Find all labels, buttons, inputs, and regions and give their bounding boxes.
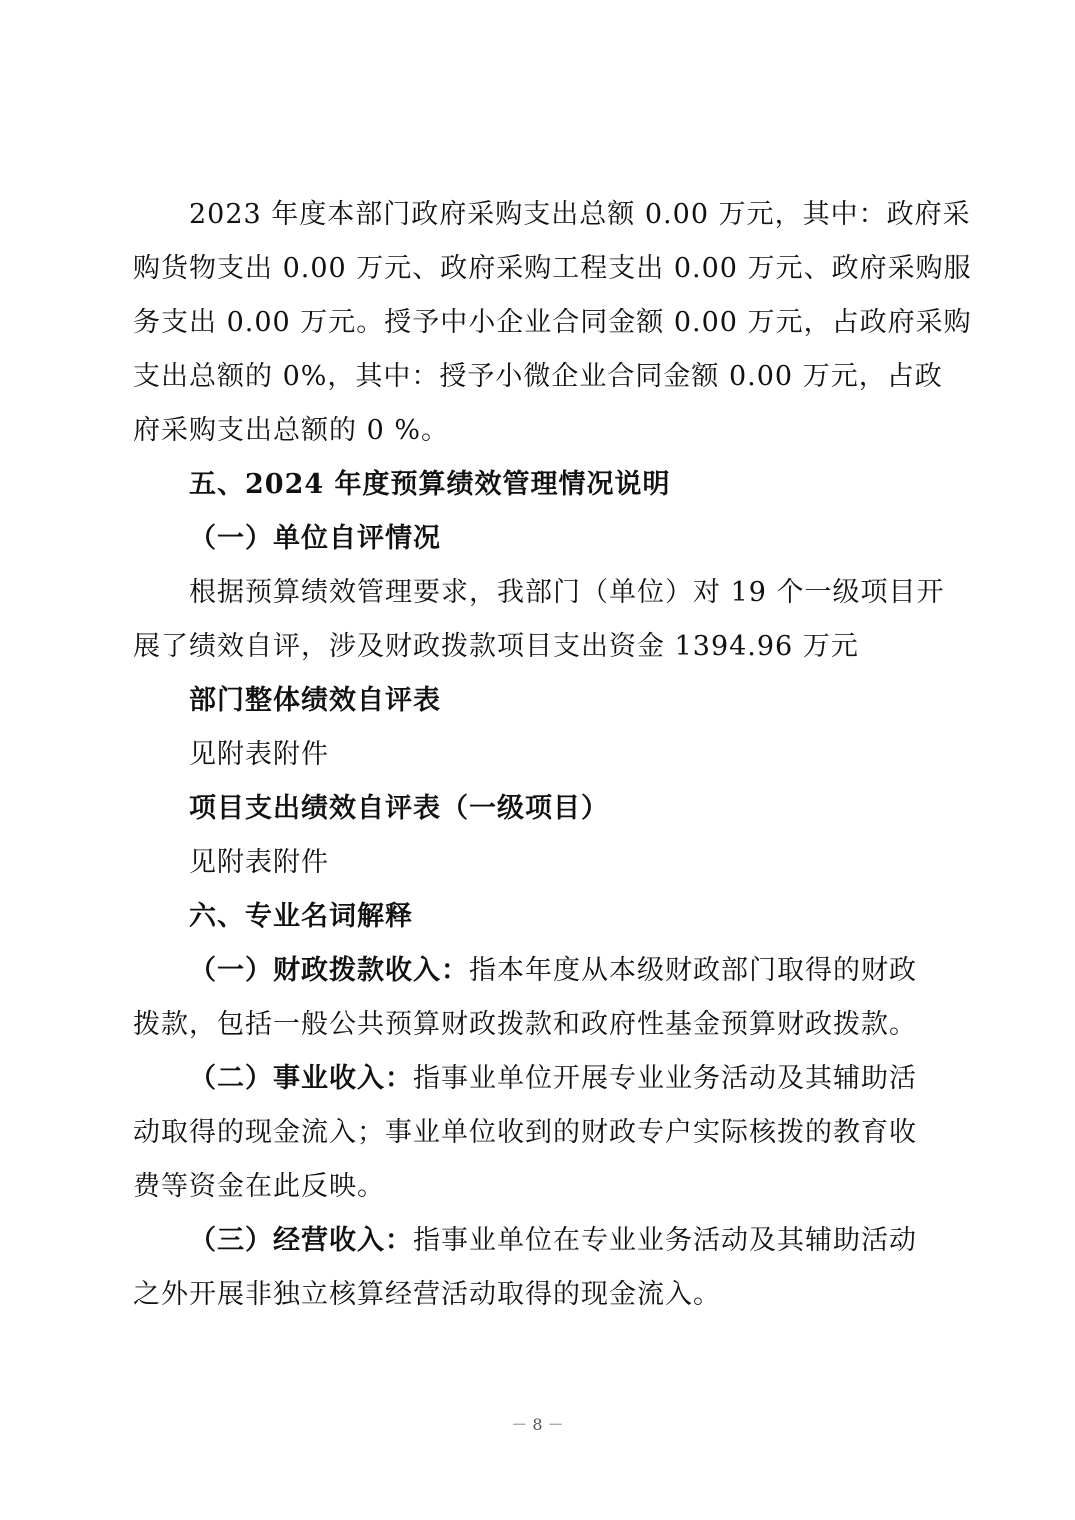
term-text: 指事业单位开展专业业务活动及其辅助活 (413, 1063, 917, 1094)
text-line: 务支出 0.00 万元。授予中小企业合同金额 0.00 万元，占政府采购 (133, 307, 972, 338)
section-heading: 五、2024 年度预算绩效管理情况说明 (189, 469, 671, 500)
project-table-heading: 项目支出绩效自评表（一级项目） (189, 793, 609, 824)
document-page (133, 188, 972, 1322)
text-line: 根据预算绩效管理要求，我部门（单位）对 19 个一级项目开 (189, 577, 945, 608)
term-label: （一）财政拨款收入： (189, 955, 469, 986)
text-line: 支出总额的 0%，其中：授予小微企业合同金额 0.00 万元，占政 (133, 361, 943, 392)
term-text: 指本年度从本级财政部门取得的财政 (469, 955, 917, 986)
term-definition (133, 1214, 945, 1322)
term-definition (133, 944, 945, 1052)
term-label: （三）经营收入： (189, 1225, 413, 1256)
dept-table-note: 见附表附件 (189, 739, 329, 770)
text-line: 2023 年度本部门政府采购支出总额 0.00 万元，其中：政府采 (189, 199, 971, 230)
self-evaluation-paragraph (133, 566, 945, 674)
procurement-paragraph (133, 188, 972, 458)
subsection-heading: （一）单位自评情况 (189, 523, 441, 554)
term-text: 指事业单位在专业业务活动及其辅助活动 (413, 1225, 917, 1256)
section-heading: 六、专业名词解释 (189, 901, 413, 932)
page-number: － 8 － (511, 1415, 564, 1434)
text-line (133, 1052, 945, 1106)
term-definition (133, 1052, 945, 1214)
text-line: 府采购支出总额的 0 %。 (133, 415, 449, 446)
text-line: 费等资金在此反映。 (133, 1171, 385, 1202)
text-line (133, 944, 945, 998)
text-line: 之外开展非独立核算经营活动取得的现金流入。 (133, 1279, 721, 1310)
text-line: 动取得的现金流入；事业单位收到的财政专户实际核拨的教育收 (133, 1117, 917, 1148)
project-table-note: 见附表附件 (189, 847, 329, 878)
text-line (133, 1214, 945, 1268)
dept-table-heading: 部门整体绩效自评表 (189, 685, 441, 716)
term-label: （二）事业收入： (189, 1063, 413, 1094)
text-line: 购货物支出 0.00 万元、政府采购工程支出 0.00 万元、政府采购服 (133, 253, 972, 284)
text-line: 拨款，包括一般公共预算财政拨款和政府性基金预算财政拨款。 (133, 1009, 917, 1040)
text-line: 展了绩效自评，涉及财政拨款项目支出资金 1394.96 万元 (133, 631, 859, 662)
